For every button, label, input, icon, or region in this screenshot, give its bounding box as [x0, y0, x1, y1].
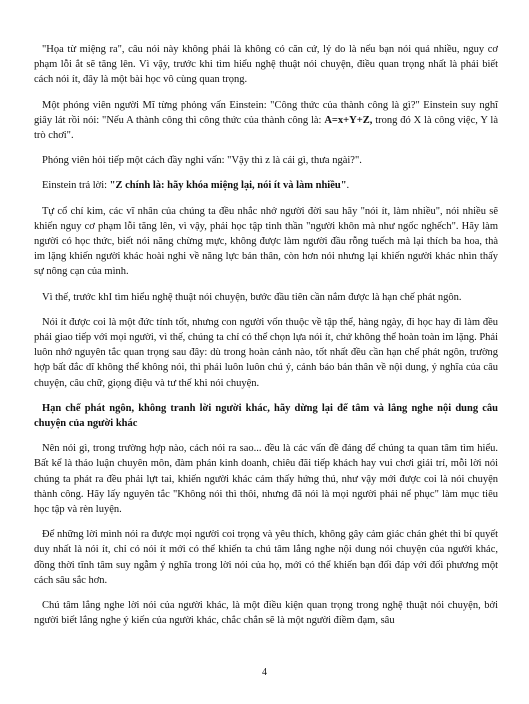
paragraph-7-text: Nói ít được coi là một đức tính tốt, nhưng con người vốn thuộc về tập thể, hàng ngày, đi học hay đi làm đều phải giao tiếp với mọi người, vì thế, chúng ta chỉ có thể chọn lựa nói ít, chứ không thể hoàn toàn im lặng. Phải luôn nhớ nguyên tắc quan trọng sau đây: dù trong hoàn cảnh nào, tốt nhất đều cần hạn chế phát ngôn, trường hợp bất đắc dĩ không thể không nói, thì phải luôn luôn chú ý, cảnh báo bản thân về nội dung, ý nghĩa của câu chuyện, câu chữ, giọng điệu và tư thế khi nói chuyện. [34, 316, 498, 389]
section-heading-text: Hạn chế phát ngôn, không tranh lời người khác, hãy dừng lại để tâm và lắng nghe nội dung câu chuyện của người khác [34, 402, 498, 430]
paragraph-8-text: Nên nói gì, trong trường hợp nào, cách nói ra sao... đều là các vấn đề đáng để chúng ta quan tâm tìm hiểu. Bất kể là thảo luận chuyên môn, đàm phán kinh doanh, chiêu đãi tiếp khách hay vui chơi giải trí, mỗi lời nói chúng ta phát ra đều phải lựt tai, khiến người khác cảm thấy hứng thú, như vậy mới được coi là nói chuyện thành công. Hãy lấy nguyên tắc "Không nói thì thôi, nhưng đã nói là mọi người phải nể phục" làm mục tiêu học tập và rèn luyện. [34, 443, 498, 516]
paragraph-5 [34, 204, 498, 280]
paragraph-6-text: Vì thế, trước khI tìm hiểu nghệ thuật nói chuyện, bước đầu tiên cần nắm được là hạn chế phát ngôn. [42, 291, 462, 303]
paragraph-3 [34, 153, 498, 168]
paragraph-9 [34, 527, 498, 588]
paragraph-10-text: Chú tâm lắng nghe lời nói của người khác, là một điều kiện quan trọng trong nghệ thuật nói chuyện, bởi người biết lắng nghe ý kiến của người khác, chắc chắn sẽ là một người điềm đạm, sâu [34, 600, 498, 627]
paragraph-9-text: Để những lời mình nói ra được mọi người coi trọng và yêu thích, không gây cảm giác chán ghét thì bí quyết duy nhất là nói ít, chỉ có nói ít mới có thể khiến ta chú tâm lắng nghe nội dung nói chuyện của người khác, đồng thời tĩnh tâm suy ngẫm ý nghĩa trong lời nói của họ, mới có thể khiến bạn đối đáp với đối phương một cách sâu sắc hơn. [34, 529, 498, 586]
page-number: 4 [262, 667, 267, 678]
paragraph-1-text: "Họa từ miệng ra", câu nói này không phải là không có căn cứ, lý do là nếu bạn nói quá nhiều, nguy cơ phạm lỗi ắt sẽ tăng lên. Vì vậy, trước khi tìm hiểu nghệ thuật nói chuyện, điều quan trọng nhất là phải biết cách nói ít, đây là một bài học vô cùng quan trọng. [34, 44, 498, 86]
paragraph-2-tail: trong đó X là công việc, Y là trò chơi". [34, 114, 498, 142]
einstein-quote: "Z chính là: hãy khóa miệng lại, nói ít và làm nhiều" [109, 180, 347, 192]
paragraph-6 [34, 290, 498, 305]
section-heading [34, 401, 498, 431]
paragraph-8 [34, 441, 498, 517]
page-body [34, 42, 498, 639]
formula-text: A=x+Y+Z, [324, 114, 373, 126]
paragraph-4 [34, 178, 498, 193]
paragraph-1 [34, 42, 498, 88]
paragraph-2-text: Một phóng viên người Mĩ từng phỏng vấn Einstein: "Công thức của thành công là gì?" Einstein suy nghĩ giây lát rồi nói: "Nếu A thành công thì công thức của thành công là: [34, 99, 498, 126]
paragraph-4-text: Einstein trả lời: [42, 180, 110, 192]
paragraph-2 [34, 98, 498, 144]
paragraph-7 [34, 315, 498, 391]
paragraph-10 [34, 598, 498, 628]
paragraph-5-text: Tự cổ chí kim, các vĩ nhân của chúng ta đều nhắc nhở người đời sau hãy "nói ít, làm nhiều", nói nhiều sẽ khiến nguy cơ phạm lỗi tăng lên, vì vậy, phải học tập tinh thần "người khôn mà như ngốc nghếch". Hãy làm người có học thức, biết nói năng chừng mực, không được làm người đầu rỗng tuếch mà lại thích ba hoa, thà im lặng khiến người khác hoài nghi về năng lực bản thân, còn hơn nói nhưng lại khiến người khác nhìn thấy sự nông cạn của mình. [34, 205, 498, 278]
paragraph-3-text: Phóng viên hỏi tiếp một cách đầy nghi vấn: "Vậy thì z là cái gì, thưa ngài?". [42, 155, 362, 167]
paragraph-4-tail: . [346, 180, 350, 192]
